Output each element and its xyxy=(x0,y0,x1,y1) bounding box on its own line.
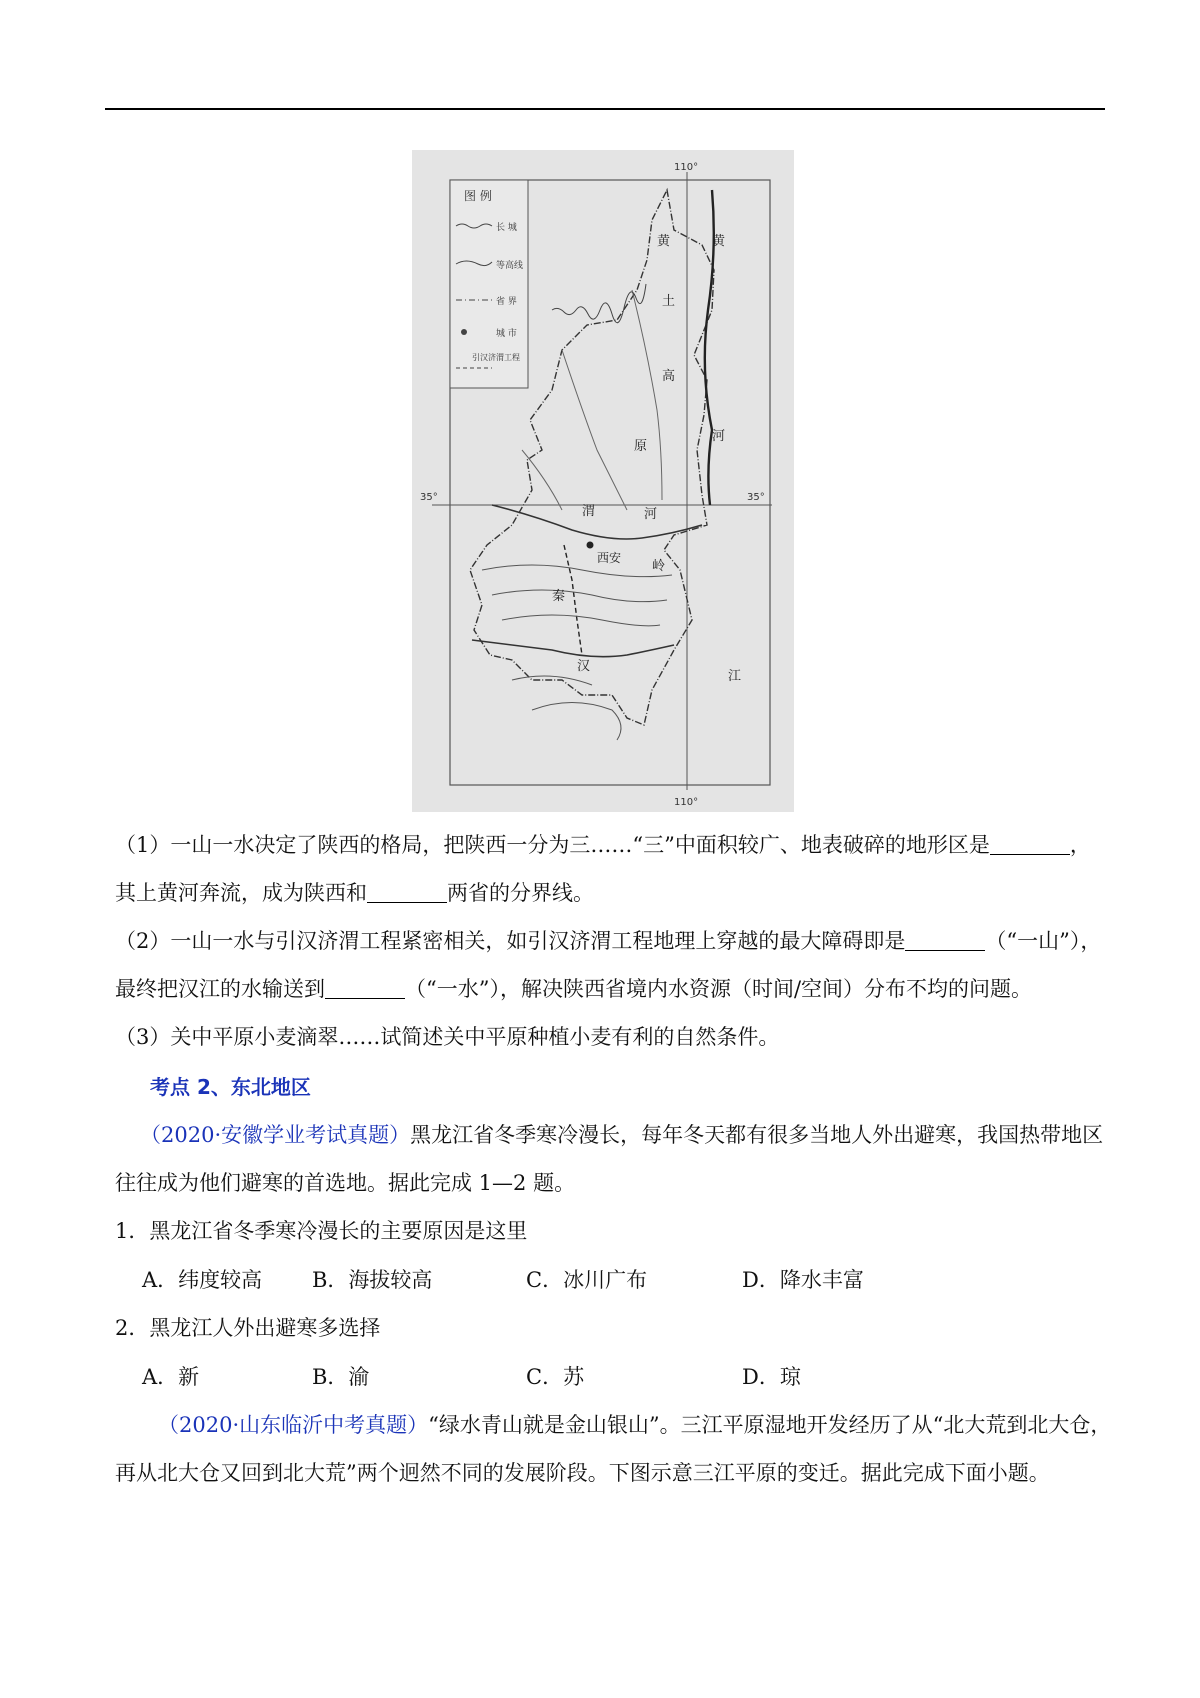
q2-blank-1[interactable] xyxy=(905,930,985,951)
label-yuan: 原 xyxy=(634,439,648,454)
group1-intro-line2: 往往成为他们避寒的首选地。据此完成 1—2 题。 xyxy=(115,1171,576,1195)
legend-item-0: 长 城 xyxy=(496,223,517,233)
legend-item-2: 省 界 xyxy=(496,297,517,307)
group1-intro-line1 xyxy=(140,1120,1103,1150)
label-han: 汉 xyxy=(577,659,591,674)
legend-item-3: 城 市 xyxy=(496,329,517,339)
q1-option-a[interactable]: A．纬度较高 xyxy=(142,1268,263,1292)
q2-text-a: （2）一山一水与引汉济渭工程紧密相关，如引汉济渭工程地理上穿越的最大障碍即是 xyxy=(115,929,906,953)
q1-text-a: （1）一山一水决定了陕西的格局，把陕西一分为三……“三”中面积较广、地表破碎的地形区是 xyxy=(115,833,990,857)
section-title: 考点 2、东北地区 xyxy=(150,1075,311,1099)
label-jiang: 江 xyxy=(728,669,742,684)
q1-line2-text-a: 其上黄河奔流，成为陕西和 xyxy=(115,881,367,905)
question-1-stem: 1．黑龙江省冬季寒冷漫长的主要原因是这里 xyxy=(115,1219,528,1243)
q1-blank-2[interactable] xyxy=(367,882,447,903)
lat-label-left: 35° xyxy=(420,492,438,503)
q1-option-c[interactable]: C．冰川广布 xyxy=(526,1268,648,1292)
group2-intro-line2: 再从北大仓又回到北大荒”两个迥然不同的发展阶段。下图示意三江平原的变迁。据此完成下面小题。 xyxy=(115,1461,1050,1485)
group1-intro-a: 黑龙江省冬季寒冷漫长，每年冬天都有很多当地人外出避寒，我国热带地区 xyxy=(410,1123,1104,1147)
q2-option-c[interactable]: C．苏 xyxy=(526,1365,585,1389)
label-wei-he: 河 xyxy=(644,507,658,522)
label-gao: 高 xyxy=(662,369,676,384)
group2-source: （2020·山东临沂中考真题） xyxy=(158,1413,429,1437)
label-ling: 岭 xyxy=(652,559,666,574)
legend-item-1: 等高线 xyxy=(496,261,524,271)
group1-source: （2020·安徽学业考试真题） xyxy=(140,1123,411,1147)
legend-item-4: 引汉济渭工程 xyxy=(472,353,520,362)
map-drawing xyxy=(412,150,794,812)
question-2-stem: 2．黑龙江人外出避寒多选择 xyxy=(115,1316,381,1340)
q2-line1 xyxy=(115,926,1101,956)
label-he-river: 河 xyxy=(712,429,726,444)
q2-option-a[interactable]: A．新 xyxy=(142,1365,200,1389)
q1-text-b: ， xyxy=(1069,833,1091,857)
q1-line2 xyxy=(115,878,594,908)
q2-line2 xyxy=(115,974,1032,1004)
q3-line: （3）关中平原小麦滴翠……试简述关中平原种植小麦有利的自然条件。 xyxy=(115,1025,780,1049)
q2-option-d[interactable]: D．琼 xyxy=(742,1365,801,1389)
label-wei: 渭 xyxy=(582,504,596,519)
q1-blank-1[interactable] xyxy=(990,834,1070,855)
label-huang-river: 黄 xyxy=(712,234,726,249)
label-qin: 秦 xyxy=(552,589,566,604)
q2-line2-text-a: 最终把汉江的水输送到 xyxy=(115,977,325,1001)
group2-intro-a: “绿水青山就是金山银山”。三江平原湿地开发经历了从“北大荒到北大仓， xyxy=(428,1413,1112,1437)
q1-line1 xyxy=(115,830,1091,860)
lat-label-right: 35° xyxy=(747,492,765,503)
legend-title: 图 例 xyxy=(464,189,492,203)
q1-option-b[interactable]: B．海拔较高 xyxy=(312,1268,433,1292)
q2-option-b[interactable]: B．渝 xyxy=(312,1365,370,1389)
lon-label-top: 110° xyxy=(674,162,699,173)
shaanxi-map-figure xyxy=(412,150,794,812)
lon-label-bottom: 110° xyxy=(674,797,699,808)
q2-text-b: （“一山”）， xyxy=(985,929,1102,953)
q1-line2-text-b: 两省的分界线。 xyxy=(447,881,594,905)
header-rule xyxy=(105,108,1105,110)
q2-blank-2[interactable] xyxy=(325,978,405,999)
q2-line2-text-b: （“一水”），解决陕西省境内水资源（时间/空间）分布不均的问题。 xyxy=(405,977,1033,1001)
label-tu: 土 xyxy=(662,294,676,309)
label-huang: 黄 xyxy=(657,234,671,249)
group2-intro-line1 xyxy=(158,1410,1111,1440)
q1-option-d[interactable]: D．降水丰富 xyxy=(742,1268,864,1292)
label-xian: 西安 xyxy=(597,551,622,565)
